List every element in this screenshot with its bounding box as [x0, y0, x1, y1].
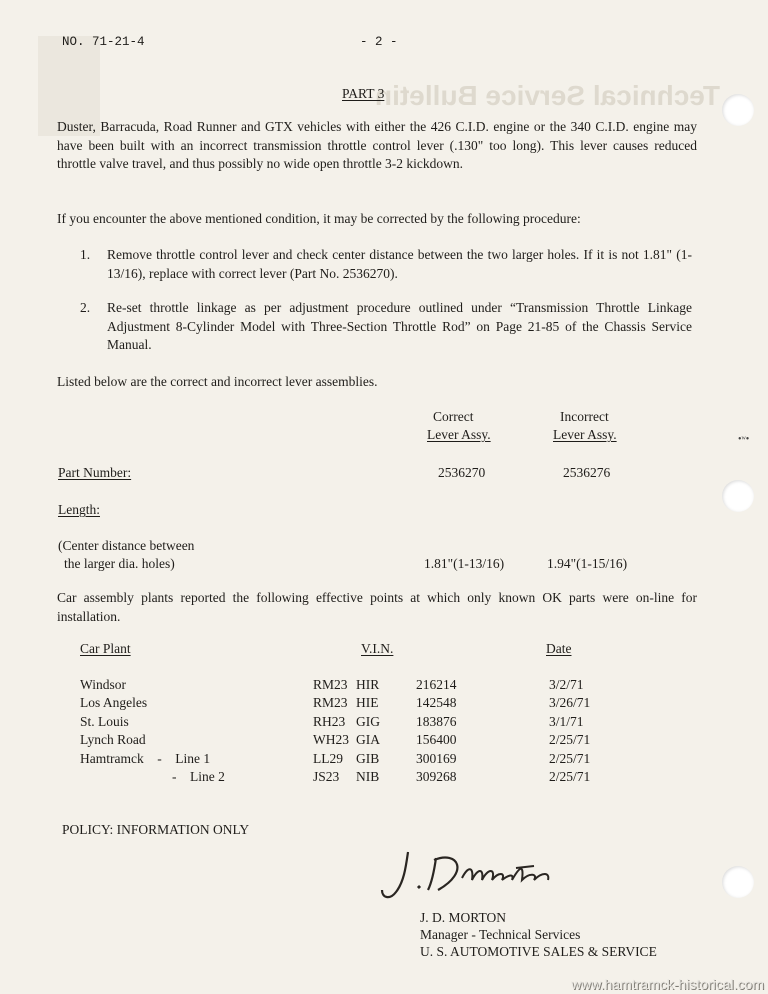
- header-car-plant: Car Plant: [80, 641, 131, 656]
- plant-row-series: HIR: [356, 677, 380, 692]
- bleed-through-heading: Technical Service Bulletin: [375, 80, 720, 111]
- part-number-correct: 2536270: [438, 465, 486, 480]
- plant-row-series: GIB: [356, 750, 380, 766]
- plant-row-date: 2/25/71: [549, 750, 591, 766]
- plant-row-plant: St. Louis: [80, 713, 129, 729]
- plant-row-serial: 300169: [416, 750, 457, 766]
- part-number-label: Part Number:: [58, 465, 132, 480]
- plant-row-date: 2/25/71: [549, 732, 591, 748]
- signer-title: Manager - Technical Services: [420, 927, 581, 942]
- plant-row-date: 3/26/71: [549, 695, 591, 711]
- step-text: Remove throttle control lever and check center distance between the two larger holes. If it is not 1.81" (1-13/16), replace with correct lever (Part No. 2536270).: [107, 247, 692, 281]
- plant-row-serial: 156400: [416, 732, 457, 748]
- paper-speck: •ʷ•: [738, 434, 750, 445]
- punch-hole-bottom: [722, 866, 754, 898]
- plant-row-series: HIE: [356, 695, 379, 711]
- part-title: PART 3: [342, 86, 385, 101]
- listed-below-text: Listed below are the correct and incorrect lever assemblies.: [57, 374, 378, 389]
- intro-paragraph: Duster, Barracuda, Road Runner and GTX vehicles with either the 426 C.I.D. engine or the 340 C.I.D. engine may have been built with an incorrect transmission throttle control lever (.130" too long). This lever causes reduced throttle valve travel, and thus possibly no wide open throttle 3-2 kickdown.: [57, 119, 697, 171]
- policy-line: POLICY: INFORMATION ONLY: [62, 822, 250, 837]
- col-correct-line2: Lever Assy.: [427, 427, 491, 442]
- plant-row-code: LL29: [313, 750, 343, 766]
- col-incorrect-line1: Incorrect: [560, 409, 609, 424]
- plant-row-date: 3/1/71: [549, 713, 584, 729]
- punch-hole-middle: [722, 480, 754, 512]
- plant-row-code: RH23: [313, 713, 346, 729]
- plant-row-code: RM23: [313, 677, 348, 692]
- plant-row-date: 2/25/71: [549, 769, 591, 784]
- plant-row-code: RM23: [313, 695, 348, 711]
- signer-name: J. D. MORTON: [420, 910, 506, 925]
- plant-row-date: 3/2/71: [549, 677, 584, 692]
- plants-paragraph: Car assembly plants reported the following effective points at which only known OK parts were on-line for installation.: [57, 590, 697, 624]
- plant-row-serial: 309268: [416, 769, 457, 784]
- length-incorrect: 1.94"(1-15/16): [547, 556, 628, 571]
- bulletin-number: NO. 71-21-4: [62, 35, 145, 49]
- plant-row-serial: 142548: [416, 695, 457, 711]
- plant-row-code: WH23: [313, 732, 349, 748]
- step-text: Re-set throttle linkage as per adjustment procedure outlined under “Transmission Throttle Linkage Adjustment 8-Cylinder Model with Three-Section Throttle Rod” on Page 21-85 of the Chassis Service Manual.: [107, 300, 692, 352]
- plant-row-plant: Lynch Road: [80, 732, 146, 748]
- part-number-incorrect: 2536276: [563, 465, 611, 480]
- plant-row-series: NIB: [356, 769, 380, 784]
- header-date: Date: [546, 641, 572, 656]
- signer-organization: U. S. AUTOMOTIVE SALES & SERVICE: [420, 944, 657, 959]
- length-correct: 1.81"(1-13/16): [424, 556, 505, 571]
- plant-row-code: JS23: [313, 769, 340, 784]
- length-description-line2: the larger dia. holes): [64, 556, 175, 571]
- plant-row-plant: Windsor: [80, 677, 126, 692]
- length-description-line1: (Center distance between: [58, 538, 195, 553]
- plant-row-series: GIG: [356, 713, 380, 729]
- plant-row-plant: Los Angeles: [80, 695, 148, 711]
- plant-row-plant: - Line 2: [172, 769, 225, 784]
- length-label: Length:: [58, 502, 100, 517]
- plant-row-series: GIA: [356, 732, 380, 748]
- step-number: 2.: [80, 300, 91, 315]
- site-watermark: www.hamtramck-historical.com: [571, 976, 764, 992]
- page-number: - 2 -: [360, 35, 398, 49]
- punch-hole-top: [722, 94, 754, 126]
- header-vin: V.I.N.: [361, 641, 394, 656]
- step-number: 1.: [80, 247, 91, 262]
- procedure-intro: If you encounter the above mentioned condition, it may be corrected by the following procedure:: [57, 211, 581, 226]
- handwritten-signature: [378, 846, 578, 906]
- col-correct-line1: Correct: [433, 409, 474, 424]
- col-incorrect-line2: Lever Assy.: [553, 427, 617, 442]
- plant-row-plant: Hamtramck - Line 1: [80, 750, 211, 766]
- plant-row-serial: 216214: [416, 677, 457, 692]
- plant-row-serial: 183876: [416, 713, 457, 729]
